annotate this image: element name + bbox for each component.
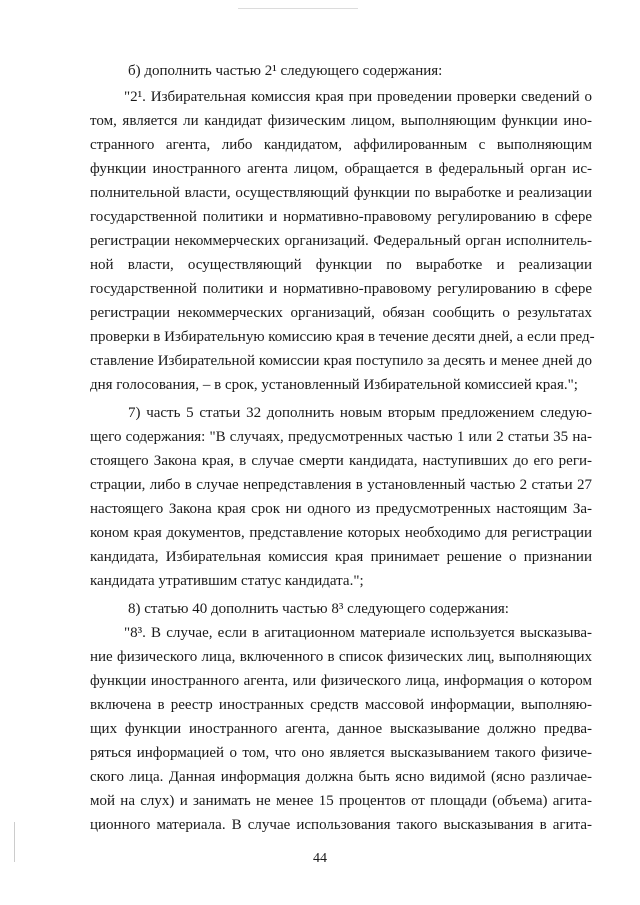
text-line: 8) статью 40 дополнить частью 8³ следующего содержания: [128,601,509,617]
text-line: функции иностранного агента, или физического лица, информация о котором [90,673,592,689]
text-line: мой на слух) и занимать не менее 15 процентов от площади (объема) агита- [90,793,592,809]
text-line: настоящего Закона края срок ни одного из предусмотренных настоящим За- [90,501,592,517]
text-line: коном края документов, представление которых необходимо для регистрации [90,525,592,541]
text-line: ского лица. Данная информация должна быть ясно видимой (ясно различае- [90,769,592,785]
text-line: регистрации некоммерческих организаций, обязан сообщить о результатах [90,305,592,321]
text-line: регистрации некоммерческих организаций. Федеральный орган исполнитель- [90,233,592,249]
text-line: стоящего Закона края, в случае смерти кандидата, наступивших до его реги- [90,453,592,469]
text-line: б) дополнить частью 2¹ следующего содержания: [128,63,443,79]
text-line: ной власти, осуществляющий функции по выработке и реализации [90,257,592,273]
text-line: "2¹. Избирательная комиссия края при проведении проверки сведений о [124,89,592,105]
text-line: странного агента, либо кандидатом, аффилированным с выполняющим [90,137,592,153]
text-line: функции иностранного агента лицом, обращается в федеральный орган ис- [90,161,592,177]
text-line: щего содержания: "В случаях, предусмотренных частью 1 или 2 статьи 35 на- [90,429,592,445]
text-line: 7) часть 5 статьи 32 дополнить новым вторым предложением следую- [128,405,592,421]
text-line: ставление Избирательной комиссии края поступило за десять и менее дней до [90,353,592,369]
text-line: ряться информацией о том, что оно является высказыванием такого физиче- [90,745,592,761]
text-line: государственной политики и нормативно-правовому регулированию в сфере [90,281,592,297]
text-line: том, является ли кандидат физическим лицом, выполняющим функции ино- [90,113,592,129]
scan-artifact [238,8,358,9]
text-line: кандидата утратившим статус кандидата."; [90,573,364,589]
text-line: включена в реестр иностранных средств массовой информации, выполняю- [90,697,592,713]
text-line: государственной политики и нормативно-правовому регулированию в сфере [90,209,592,225]
text-line: ционного материала. В случае использования такого высказывания в агита- [90,817,592,833]
page-number: 44 [313,851,327,866]
text-line: полнительной власти, осуществляющий функции по выработке и реализации [90,185,592,201]
text-line: проверки в Избирательную комиссию края в течение десяти дней, а если пред- [90,329,595,345]
text-line: кандидата, Избирательная комиссия края принимает решение о признании [90,549,592,565]
text-line: дня голосования, – в срок, установленный Избирательной комиссией края."; [90,377,578,393]
text-line: "8³. В случае, если в агитационном материале используется высказыва- [124,625,592,641]
text-line: ние физического лица, включенного в список физических лиц, выполняющих [90,649,592,665]
text-line: страции, либо в случае непредставления в установленный частью 2 статьи 27 [90,477,592,493]
text-line: щих функции иностранного агента, данное высказывание должно предва- [90,721,592,737]
